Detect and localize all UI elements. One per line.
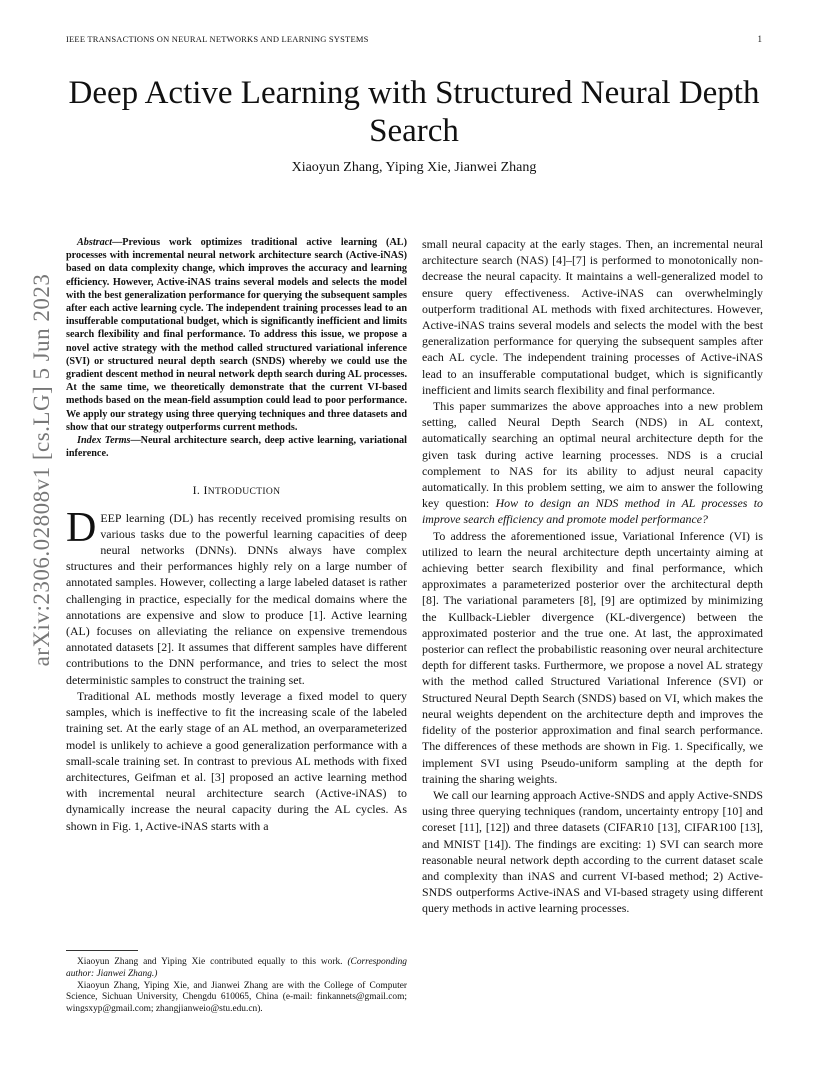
right-paragraph-3: To address the aforementioned issue, Variational Inference (VI) is utilized to learn the neural architecture depth uncertainty aiming at achieving better search flexibility and final performance, which approximates a parameterized posterior over the architectural depth [8]. The variational parameters [8], [9] are optimized by minimizing the Kullback-Liebler divergence (KL-divergence) between the approximated posterior and the true one. At last, the approximated posterior can reflect the probabilistic reasoning over neural architecture depth for different tasks. Furthermore, we propose a novel AL strategy with the method called Structured Variational Inference (SVI) or Structured Neural Depth Search (SNDS) based on VI, which makes the neural weights dependent on the architecture depth and improves the fidelity of the posterior approximation and final search performance. The differences of these methods are shown in Fig. 1. Specifically, we implement SVI using Pseudo-uniform sampling at the depth for training the sharing weights.: [422, 528, 763, 786]
footnotes: [66, 957, 407, 1016]
footnote-corresponding-author: (Corresponding author: Jianwei Zhang.): [66, 957, 407, 979]
section-heading-introduction: [66, 482, 407, 500]
right-paragraph-4: We call our learning approach Active-SNDS and apply Active-SNDS using three querying techniques (random, uncertainty entropy [10] and coreset [11], [12]) and three datasets (CIFAR10 [13], CIFAR100 [13], and MNIST [14]). The findings are exciting: 1) SVI can search more reasonable neural network depth according to the current dataset scale and complexity than iNAS and current VI-based method; 2) Active-SNDS outperforms Active-iNAS and VI-based stragety using different query methods in active learning processes.: [422, 787, 763, 916]
right-paragraph-2: [422, 398, 763, 528]
right-column: [422, 236, 763, 917]
arxiv-stamp: arXiv:2306.02808v1 [cs.LG] 5 Jun 2023: [29, 273, 54, 667]
dropcap: D: [66, 504, 97, 551]
footnote-affiliation: Xiaoyun Zhang, Yiping Xie, and Jianwei Zhang are with the College of Computer Science, Sichuan University, Chengdu 610065, China (e-mail: finkannets@gmail.com; wingsxyp@gmail.com; zhangjianweio@stu.edu.cn).: [66, 980, 407, 1015]
right-paragraph-1: small neural capacity at the early stages. Then, an incremental neural architecture search (NAS) [4]–[7] is performed to monotonically non-decrease the neural capacity. It maintains a well-generalized model to ensure query effectiveness. Active-iNAS can overwhelmingly outperform traditional AL methods with fixed architectures. However, Active-iNAS trains several models and selects the model with the best generalization performance for querying the subsequent samples after each AL cycle. The independent training processes of Active-iNAS lead to an insufferable computational budget, which is significantly inefficient and limits search flexibility and final performance.: [422, 237, 763, 397]
footnote-rule: [66, 950, 138, 951]
journal-header: IEEE TRANSACTIONS ON NEURAL NETWORKS AND LEARNING SYSTEMS: [66, 34, 369, 44]
index-terms-label: Index Terms: [77, 435, 131, 447]
footnote-contribution-text: Xiaoyun Zhang and Yiping Xie contributed equally to this work.: [77, 957, 348, 967]
abstract-text: —Previous work optimizes traditional active learning (AL) processes with incremental neural network architecture search (Active-iNAS) based on data complexity change, which improves the accuracy and learning efficiency. However, Active-iNAS trains several models and selects the model with the best generalization performance for querying the subsequent samples after each active learning cycle. The independent training processes lead to an insufferable computational budget, which is significantly inefficient and limits search flexibility and final performance. To address this issue, we propose a novel active strategy with the method called structured variational inference (SVI) or structured neural depth search (SNDS) whereby we could use the gradient descent method in neural network depth search during AL processes. At the same time, we theoretically demonstrate that the current VI-based methods based on the mean-field assumption could lead to poor performance. We apply our strategy using three querying techniques and three datasets and show that our strategy outperforms current methods.: [66, 237, 407, 433]
section-title-rest: NTRODUCTION: [207, 486, 281, 498]
page-number: 1: [757, 34, 762, 44]
paper-title: Deep Active Learning with Structured Neural Depth Search: [68, 75, 760, 149]
index-terms-text: —Neural architecture search, deep active learning, variational inference.: [66, 435, 407, 460]
author-list: Xiaoyun Zhang, Yiping Xie, Jianwei Zhang: [291, 160, 537, 175]
index-terms: [66, 434, 407, 460]
intro-paragraph-1-text: EEP learning (DL) has recently received promising results on various tasks due to the powerful learning capacities of deep neural networks (DNNs). DNNs always have complex structures and their performances highly rely on a large number of annotated samples. However, collecting a large labeled dataset is rather challenging in practice, especially for the medical domains where the annotations are expensive and slow to produce [1]. Active learning (AL) focuses on alleviating the reliance on expensive tremendous annotated datasets [2]. It assumes that different samples have different contributions to the DNN performance, and tries to select the most deterministic samples to construct the training set.: [66, 510, 407, 687]
abstract-label: Abstract: [77, 237, 113, 248]
key-question: How to design an NDS method in AL processes to improve search efficiency and promote model performance?: [422, 496, 763, 527]
right-paragraph-2-text: This paper summarizes the above approaches into a new problem setting, called Neural Depth Search (NDS) in AL context, automatically searching an optimal neural architecture depth for the given task during active learning processes. NDS is a crucial complement to NAS for its ability to adjust neural capacity automatically. In this problem setting, we aim to answer the following key question:: [422, 399, 763, 511]
left-column: [66, 236, 407, 834]
abstract: [66, 236, 407, 434]
intro-paragraph-2: Traditional AL methods mostly leverage a fixed model to query samples, which is ineffective to fit the increasing scale of the labeled training set. At the early stage of an AL method, an overparameterized model is unlikely to achieve a good generalization performance with a small-scale training set. In contrast to previous AL methods with fixed architectures, Geifman et al. [3] proposed an active learning method with incremental neural architecture search (Active-iNAS) to dynamically increase the neural capacity during the AL cycles. As shown in Fig. 1, Active-iNAS starts with a: [66, 688, 407, 833]
section-numeral: I. I: [192, 483, 208, 498]
footnote-contribution: [66, 957, 407, 981]
intro-paragraph-1: [66, 504, 407, 688]
